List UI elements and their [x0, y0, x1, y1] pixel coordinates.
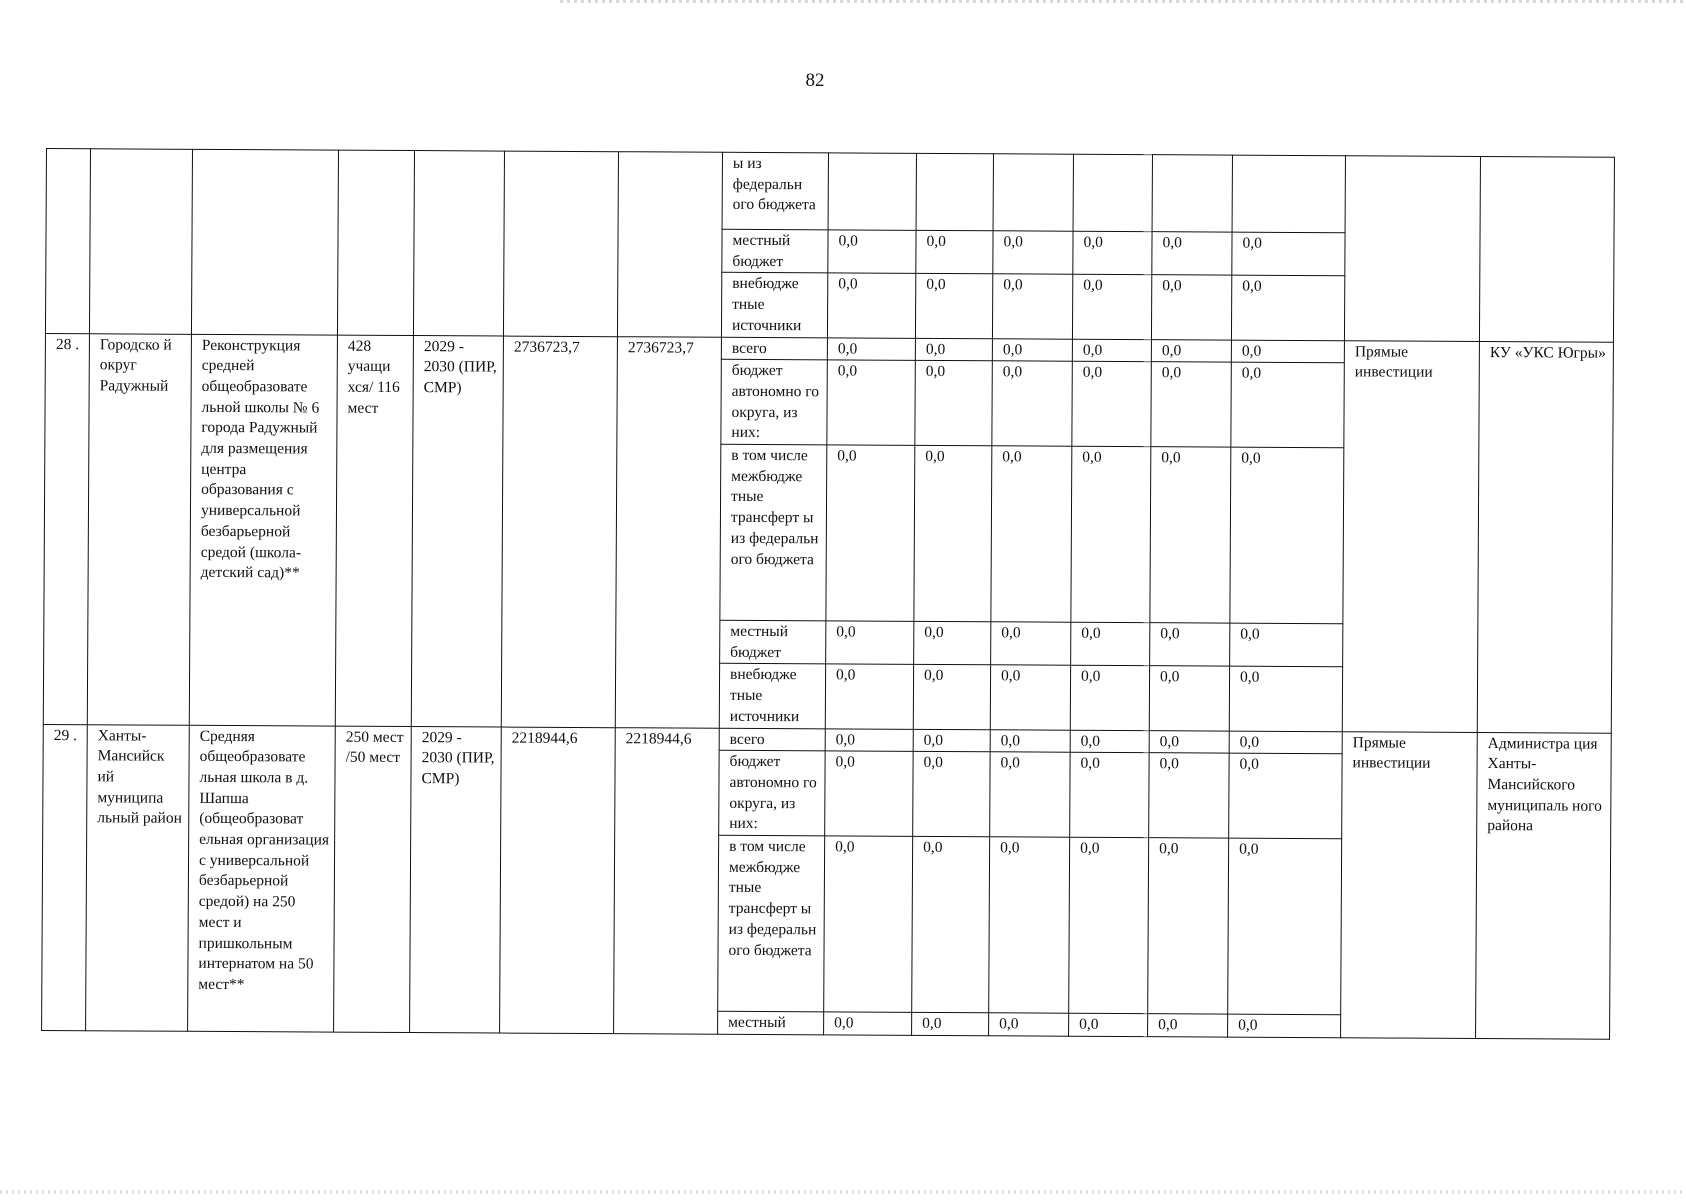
cell-municipality: [89, 149, 192, 334]
cell-mechanism: Прямые инвестиции: [1341, 731, 1478, 1038]
cell-value: 0,0: [1229, 667, 1342, 732]
cell-value: 0,0: [1150, 447, 1231, 623]
cell-value: 0,0: [1073, 231, 1152, 275]
cell-value: 0,0: [1232, 232, 1345, 276]
cell-cost: [503, 151, 618, 336]
cell-funding-source: местный бюджет: [722, 229, 828, 273]
cell-value: 0,0: [989, 1013, 1069, 1036]
cell-funding-source: в том числе межбюдже тные трансферт ы из федеральн ого бюджета: [718, 835, 825, 1012]
cell-value: 0,0: [827, 273, 915, 338]
cell-funding-source: всего: [719, 728, 825, 751]
cell-capacity: 428 учащи хся/ 116 мест: [335, 335, 413, 726]
cell-value: 0,0: [828, 230, 916, 274]
cell-value: 0,0: [1151, 362, 1231, 447]
cell-value: 0,0: [990, 665, 1070, 730]
cell-value: 0,0: [914, 621, 991, 665]
cell-customer: [1479, 157, 1614, 342]
document-sheet: [41, 148, 1614, 1040]
cell-value: 0,0: [1229, 753, 1342, 838]
cell-value: 0,0: [1072, 275, 1151, 340]
cell-customer: Администра ция Ханты-Мансийского муниципаль ного района: [1476, 732, 1612, 1039]
cell-value: [993, 154, 1073, 231]
cell-cost: 2218944,6: [500, 727, 616, 1034]
cell-funding-source: внебюдже тные источники: [719, 664, 825, 729]
cell-period: 2029 - 2030 (ПИР, СМР): [410, 726, 502, 1033]
cell-value: 0,0: [1069, 1013, 1148, 1036]
cell-value: 0,0: [992, 361, 1072, 446]
cell-funding-source: местный бюджет: [720, 620, 826, 664]
scan-edge-top: [560, 0, 1686, 3]
cell-value: 0,0: [913, 665, 990, 730]
cell-num: 28 .: [43, 333, 89, 724]
cell-value: 0,0: [990, 752, 1070, 837]
cell-funding-source: ы из федеральн ого бюджета: [722, 152, 828, 230]
cell-value: 0,0: [992, 274, 1072, 339]
cell-value: 0,0: [824, 1012, 912, 1035]
cell-value: 0,0: [825, 751, 913, 836]
cell-value: 0,0: [992, 338, 1072, 361]
cell-value: [1073, 154, 1152, 231]
cell-value: 0,0: [990, 729, 1070, 752]
cell-funding-source: всего: [721, 337, 827, 360]
cell-value: 0,0: [989, 837, 1070, 1013]
cell-value: 0,0: [1072, 339, 1151, 362]
table-body: [42, 149, 1615, 1040]
cell-value: 0,0: [1231, 340, 1344, 363]
cell-value: 0,0: [1070, 752, 1149, 837]
cell-value: 0,0: [915, 338, 992, 361]
cell-value: 0,0: [1230, 623, 1343, 667]
cell-value: 0,0: [1072, 361, 1151, 446]
cell-remaining: [617, 152, 722, 337]
cell-value: [828, 153, 916, 230]
cell-value: 0,0: [1152, 232, 1232, 276]
cell-value: 0,0: [912, 836, 990, 1012]
cell-value: 0,0: [827, 337, 915, 360]
cell-mechanism: [1344, 156, 1480, 341]
cell-value: [1152, 155, 1232, 232]
cell-object-name: Реконструкция средней общеобразовате льной школы № 6 города Радужный для размещения центра образования с универсальной безбарьерной средой (школа-детский сад)**: [189, 334, 337, 726]
cell-value: 0,0: [1148, 838, 1229, 1014]
cell-value: 0,0: [993, 231, 1073, 275]
cell-period: [413, 151, 504, 336]
cell-cost: 2736723,7: [501, 336, 617, 728]
cell-value: 0,0: [1071, 446, 1151, 622]
cell-value: 0,0: [915, 361, 992, 446]
page-number: 82: [805, 70, 825, 91]
cell-value: 0,0: [916, 230, 993, 274]
cell-value: 0,0: [824, 836, 913, 1012]
cell-capacity: [337, 150, 414, 335]
cell-value: 0,0: [1231, 276, 1344, 341]
cell-value: 0,0: [1231, 362, 1344, 447]
cell-funding-source: бюджет автономно го округа, из них:: [721, 359, 827, 444]
investment-table: [41, 148, 1615, 1040]
cell-value: 0,0: [1150, 623, 1230, 667]
cell-value: 0,0: [991, 622, 1071, 666]
cell-value: 0,0: [1069, 837, 1149, 1013]
cell-value: 0,0: [1230, 447, 1344, 624]
cell-period: 2029 - 2030 (ПИР, СМР): [411, 335, 503, 727]
cell-funding-source: в том числе межбюдже тные трансферт ы из федеральн ого бюджета: [720, 444, 827, 621]
cell-value: 0,0: [1229, 731, 1342, 754]
cell-value: [1232, 155, 1345, 233]
table-row: [46, 149, 1614, 235]
cell-value: 0,0: [1149, 666, 1229, 731]
cell-funding-source: бюджет автономно го округа, из них:: [719, 751, 825, 836]
cell-value: 0,0: [914, 445, 992, 621]
cell-value: 0,0: [1071, 622, 1150, 666]
cell-capacity: 250 мест /50 мест: [334, 726, 412, 1033]
cell-value: [916, 153, 993, 230]
cell-value: 0,0: [825, 728, 913, 751]
cell-num: 29 .: [42, 724, 88, 1030]
cell-value: 0,0: [1228, 838, 1342, 1015]
cell-customer: КУ «УКС Югры»: [1477, 341, 1613, 733]
cell-value: 0,0: [913, 729, 990, 752]
cell-object-name: Средняя общеобразовате льная школа в д. Шапша (общеобразоват ельная организация с универсальной безбарьерной средой) на 250 мест и пришкольным интернатом на 50 мест**: [188, 725, 336, 1032]
cell-value: 0,0: [826, 445, 915, 621]
scan-edge-bottom: [0, 1190, 1686, 1194]
cell-object-name: [191, 149, 338, 334]
cell-municipality: Городско й округ Радужный: [87, 333, 191, 725]
cell-value: 0,0: [913, 752, 990, 837]
cell-value: 0,0: [915, 274, 992, 339]
cell-funding-source: внебюдже тные источники: [721, 273, 827, 338]
cell-value: 0,0: [912, 1012, 989, 1035]
cell-value: 0,0: [1149, 730, 1229, 753]
cell-mechanism: Прямые инвестиции: [1342, 340, 1479, 732]
cell-value: 0,0: [1149, 753, 1229, 838]
cell-value: 0,0: [826, 621, 914, 665]
cell-value: 0,0: [827, 360, 915, 445]
cell-value: 0,0: [1070, 730, 1149, 753]
cell-remaining: 2218944,6: [614, 727, 720, 1034]
cell-value: 0,0: [1070, 666, 1149, 731]
cell-value: 0,0: [991, 446, 1072, 622]
cell-value: 0,0: [1151, 275, 1231, 340]
cell-value: 0,0: [825, 664, 913, 729]
cell-num: [45, 149, 90, 334]
cell-value: 0,0: [1228, 1014, 1341, 1037]
cell-funding-source: местный: [718, 1011, 824, 1034]
cell-municipality: Ханты-Мансийск ий муниципа льный район: [86, 724, 190, 1031]
cell-remaining: 2736723,7: [615, 336, 721, 728]
cell-value: 0,0: [1148, 1014, 1228, 1037]
cell-value: 0,0: [1151, 339, 1231, 362]
